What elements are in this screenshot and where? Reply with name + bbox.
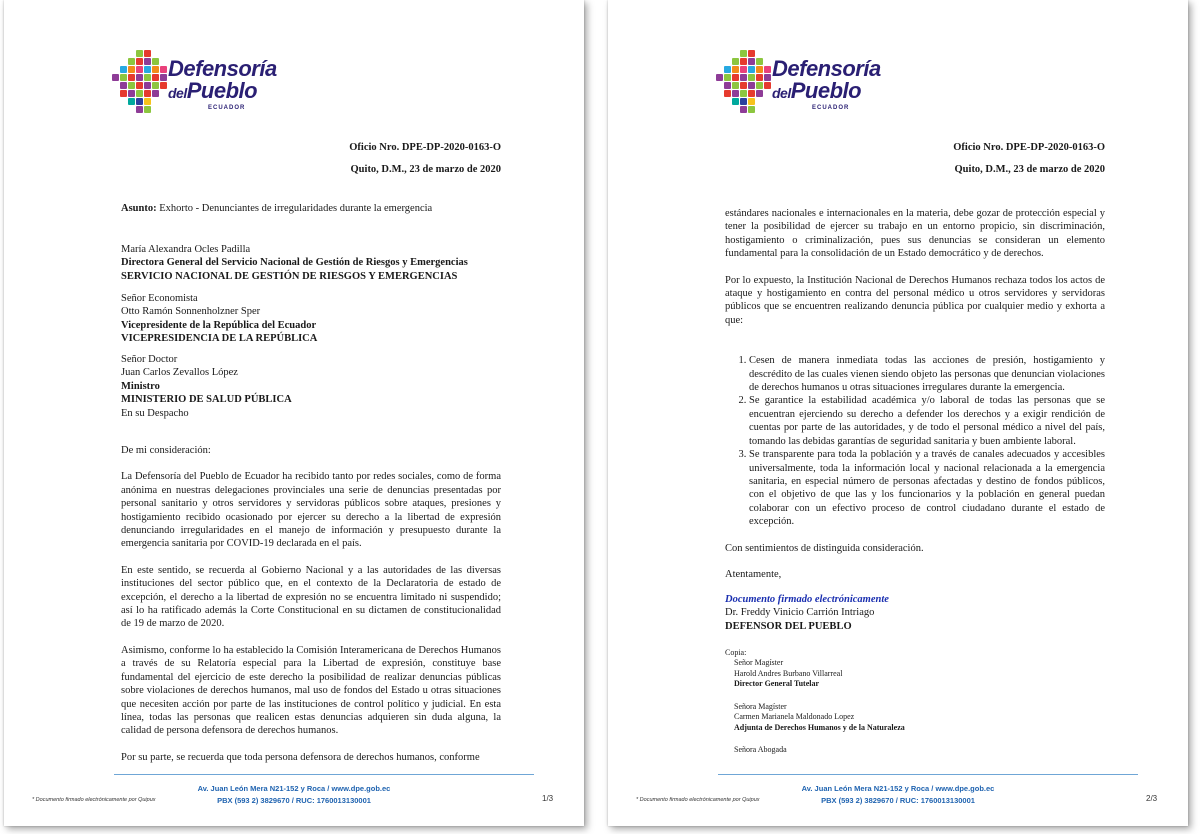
- logo-tile: [740, 106, 747, 113]
- logo-tile: [748, 58, 755, 65]
- logo-tile: [120, 90, 127, 97]
- recipient-title: Directora General del Servicio Nacional de Gestión de Riesgos y Emergencias: [121, 257, 468, 269]
- recipient-title: Vicepresidente de la República del Ecuador: [121, 319, 317, 331]
- logo-tile: [136, 98, 143, 105]
- logo-tile: [748, 98, 755, 105]
- logo-tile: [732, 66, 739, 73]
- logo-text-line1: Defensoría: [772, 56, 881, 81]
- logo-tile: [144, 58, 151, 65]
- logo-tile: [748, 106, 755, 113]
- logo-tile: [732, 90, 739, 97]
- logo-tile: [764, 74, 771, 81]
- recipient-name: María Alexandra Ocles Padilla: [121, 244, 251, 255]
- paragraph: En este sentido, se recuerda al Gobierno Nacional y a las autoridades de las diversas instituciones del sector público que, en el contexto de la Declaratoria de estado de excepción, el derecho a la libertad de expresión no se encuentra limitado ni suspendido; así lo ha ratificado además la Corte Constitucional en su dictamen de constitucionalidad de 19 de marzo de 2020.: [121, 564, 501, 630]
- recipient-honorific: Señor Doctor: [121, 354, 178, 365]
- logo-tile: [120, 74, 127, 81]
- paragraph: Asimismo, conforme lo ha establecido la Comisión Interamericana de Derechos Humanos a través de su Relatoría especial para la Libertad de expresión, constituye base fundamental del ejercicio de este derecho la posibilidad de realizar denuncias públicas sobre violaciones de derechos humanos, mal uso de fondos del Estado u otras situaciones que necesiten acción por parte de las instituciones de control político y judicial. En esta línea, todas las personas que realicen estas denuncias adquieren sin duda alguna, la calidad de persona defensora de derechos humanos.: [121, 644, 501, 737]
- logo-tile: [716, 74, 723, 81]
- logo-tile: [144, 82, 151, 89]
- logo-mosaic: [112, 50, 172, 116]
- salutation: De mi consideración:: [121, 445, 211, 456]
- copia-list: [734, 658, 905, 756]
- logo-tile: [740, 74, 747, 81]
- footer: [4, 783, 584, 807]
- logo-tile: [136, 90, 143, 97]
- logo-tile: [748, 50, 755, 57]
- logo-tile: [144, 90, 151, 97]
- logo-tile: [764, 66, 771, 73]
- logo-mosaic: [716, 50, 776, 116]
- recipient-name: Otto Ramón Sonnenholzner Sper: [121, 306, 261, 318]
- logo-tile: [756, 66, 763, 73]
- recipient-org: SERVICIO NACIONAL DE GESTIÓN DE RIESGOS Y EMERGENCIAS: [121, 270, 458, 282]
- logo-tile: [756, 90, 763, 97]
- logo-tile: [740, 50, 747, 57]
- logo-tile: [128, 82, 135, 89]
- document-page-2: [608, 0, 1188, 826]
- copia-entry: [734, 658, 905, 690]
- logo-text-ecuador: ECUADOR: [812, 105, 850, 111]
- list-item: 1. Cesen de manera inmediata todas las acciones de presión, hostigamiento y descrédito de las cuales vienen siendo objeto las personas que denuncian violaciones de derechos humanos u otras situaciones irregulares durante la emergencia.: [749, 354, 1105, 394]
- copia-name: Harold Andres Burbano Villarreal: [734, 668, 843, 678]
- logo-tile: [128, 66, 135, 73]
- defensoria-logo: [716, 50, 886, 120]
- oficio-number: Oficio Nro. DPE-DP-2020-0163-O: [953, 142, 1105, 153]
- logo-text-ecuador: ECUADOR: [208, 105, 246, 111]
- logo-tile: [756, 58, 763, 65]
- logo-tile: [144, 98, 151, 105]
- oficio-number: Oficio Nro. DPE-DP-2020-0163-O: [349, 142, 501, 153]
- letter-body-page1: [121, 444, 501, 777]
- logo-text-line2: delPueblo: [168, 78, 258, 103]
- defensoria-logo: [112, 50, 282, 120]
- logo-tile: [136, 106, 143, 113]
- recipient-org: MINISTERIO DE SALUD PÚBLICA: [121, 394, 292, 406]
- footer: [608, 783, 1188, 807]
- asunto: Asunto: Exhorto - Denunciantes de irregularidades durante la emergencia: [121, 203, 433, 214]
- electronic-signature-note: Documento firmado electrónicamente: [725, 594, 889, 605]
- footer-divider: [718, 774, 1138, 775]
- copia-title: Adjunta de Derechos Humanos y de la Naturaleza: [734, 722, 905, 732]
- logo-tile: [740, 90, 747, 97]
- recipient-block-2: [121, 292, 501, 346]
- logo-tile: [136, 74, 143, 81]
- footer-phone: PBX (593 2) 3829670 / RUC: 1760013130001: [821, 796, 975, 805]
- logo-tile: [732, 74, 739, 81]
- paragraph: estándares nacionales e internacionales en la materia, debe gozar de protección especial y tener la posibilidad de ejercer su trabajo en un entorno propicio, sin discriminación, hostigamiento o criminalización, pues sus denuncias se consideran un elemento fundamental para la consolidación de un Estado democrático y de derechos.: [725, 208, 1105, 260]
- recipient-honorific: Señor Economista: [121, 293, 198, 304]
- logo-tile: [724, 66, 731, 73]
- recipient-block-3: [121, 353, 501, 420]
- signer-title: DEFENSOR DEL PUEBLO: [725, 620, 852, 632]
- logo-tile: [152, 66, 159, 73]
- list-item: 3. Se transparente para toda la población y a través de canales adecuados y accesibles universalmente, toda la información local y nacional relacionada a la emergencia sanitaria, en especial número de personas afectadas y destino de fondos públicos, con el objetivo de que las y los funcionarios y la población en general puedan colaborar con un efectivo proceso de control ciudadano durante el estado de excepción.: [749, 448, 1105, 528]
- logo-tile: [136, 82, 143, 89]
- copia-entry: [734, 702, 905, 734]
- logo-tile: [160, 82, 167, 89]
- copia-title: Director General Tutelar: [734, 679, 820, 688]
- copia-honorific: Señora Magíster: [734, 701, 787, 711]
- logo-tile: [724, 90, 731, 97]
- logo-tile: [144, 66, 151, 73]
- logo-tile: [152, 74, 159, 81]
- atentamente: Atentamente,: [725, 568, 782, 580]
- logo-tile: [112, 74, 119, 81]
- logo-tile: [732, 58, 739, 65]
- paragraph: Por lo expuesto, la Institución Nacional de Derechos Humanos rechaza todos los actos de ataque y hostigamiento en contra del personal médico u otros servidores y servidoras públicos que se encuentren realizando denuncia pública por cualquier medio y exhorta a que:: [725, 274, 1105, 326]
- logo-tile: [128, 98, 135, 105]
- page-number: 2/3: [1146, 794, 1158, 803]
- closing: Con sentimientos de distinguida consideración.: [725, 542, 924, 554]
- logo-tile: [756, 82, 763, 89]
- copia-name: Carmen Marianela Maldonado Lopez: [734, 712, 855, 721]
- footer-note: * Documento firmado electrónicamente por Quipux: [636, 797, 760, 803]
- footer-phone: PBX (593 2) 3829670 / RUC: 1760013130001: [217, 796, 371, 805]
- logo-tile: [740, 98, 747, 105]
- logo-tile: [740, 82, 747, 89]
- logo-tile: [144, 74, 151, 81]
- logo-tile: [756, 74, 763, 81]
- copia-label: Copia:: [725, 648, 747, 657]
- footer-divider: [114, 774, 534, 775]
- recipient-block-1: [121, 243, 501, 283]
- logo-tile: [128, 90, 135, 97]
- logo-tile: [748, 90, 755, 97]
- oficio-date: Quito, D.M., 23 de marzo de 2020: [350, 164, 501, 175]
- document-page-1: [4, 0, 584, 826]
- footer-note: * Documento firmado electrónicamente por Quipux: [32, 797, 156, 803]
- logo-tile: [724, 74, 731, 81]
- recipient-name: Juan Carlos Zevallos López: [121, 367, 238, 379]
- logo-tile: [120, 82, 127, 89]
- logo-tile: [740, 66, 747, 73]
- recipient-org: VICEPRESIDENCIA DE LA REPÚBLICA: [121, 333, 318, 345]
- logo-tile: [732, 98, 739, 105]
- logo-tile: [144, 106, 151, 113]
- page-number: 1/3: [542, 794, 554, 803]
- logo-text-line2: delPueblo: [772, 78, 862, 103]
- recipient-extra: En su Despacho: [121, 407, 189, 419]
- logo-tile: [160, 74, 167, 81]
- logo-tile: [128, 74, 135, 81]
- logo-tile: [136, 50, 143, 57]
- logo-tile: [136, 66, 143, 73]
- paragraph: Por su parte, se recuerda que toda persona defensora de derechos humanos, conforme: [121, 751, 480, 763]
- letter-body-page2: [725, 207, 1105, 594]
- paragraph: La Defensoría del Pueblo de Ecuador ha recibido tanto por redes sociales, como de forma anónima en nuestras delegaciones provinciales una serie de denuncias presentadas por personal sanitario y otros servidores y servidoras públicos sobre ataques, presiones y hostigamiento recibido ocasionado por ejercer su derecho a la libertad de expresión denunciando irregularidades en el manejo de información y presupuesto durante la emergencia sanitaria por COVID-19 declarada en el país.: [121, 471, 501, 550]
- logo-tile: [748, 66, 755, 73]
- logo-text-line1: Defensoría: [168, 56, 277, 81]
- exhorto-list: [725, 354, 1105, 528]
- signer-name: Dr. Freddy Vinicio Carrión Intriago: [725, 607, 875, 619]
- logo-tile: [144, 50, 151, 57]
- list-item: 2. Se garantice la estabilidad académica y/o laboral de todas las personas que se encuentran ejerciendo su derecho a defender los derechos y a exigir rendición de cuentas por parte de las autoridades, y de todo el personal médico a nivel del país, tomando las debidas garantías de seguridad sanitaria y buen ambiente laboral.: [749, 394, 1105, 448]
- logo-tile: [748, 82, 755, 89]
- logo-tile: [732, 82, 739, 89]
- oficio-date: Quito, D.M., 23 de marzo de 2020: [954, 164, 1105, 175]
- logo-tile: [152, 82, 159, 89]
- copia-honorific: Señor Magíster: [734, 658, 784, 667]
- footer-address: Av. Juan León Mera N21-152 y Roca / www.dpe.gob.ec: [197, 784, 391, 793]
- logo-tile: [764, 82, 771, 89]
- logo-tile: [160, 66, 167, 73]
- logo-tile: [152, 90, 159, 97]
- footer-address: Av. Juan León Mera N21-152 y Roca / www.dpe.gob.ec: [801, 784, 995, 793]
- logo-tile: [748, 74, 755, 81]
- logo-tile: [152, 58, 159, 65]
- logo-tile: [128, 58, 135, 65]
- signature-block: [725, 593, 1105, 633]
- logo-tile: [724, 82, 731, 89]
- logo-tile: [740, 58, 747, 65]
- recipient-title: Ministro: [121, 380, 160, 392]
- logo-tile: [120, 66, 127, 73]
- logo-tile: [136, 58, 143, 65]
- copia-honorific: Señora Abogada: [734, 745, 787, 754]
